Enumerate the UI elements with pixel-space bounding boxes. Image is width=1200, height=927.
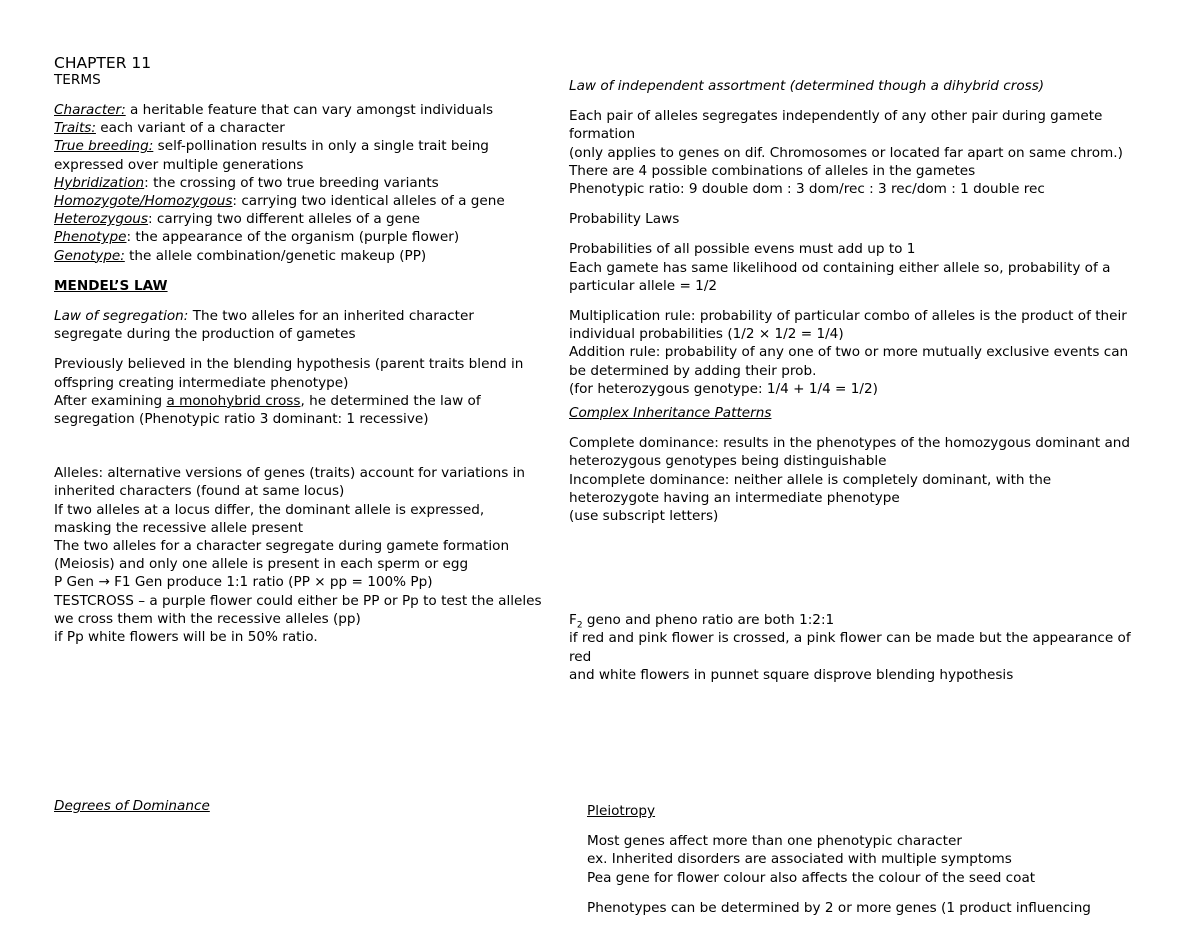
definition-text: : the appearance of the organism (purple flower) bbox=[126, 229, 460, 246]
independent-line: There are 4 possible combinations of alleles in the gametes bbox=[569, 162, 976, 179]
probability-heading: Probability Laws bbox=[569, 211, 680, 228]
complex-line: (use subscript letters) bbox=[569, 508, 719, 525]
definition-homozygous bbox=[54, 192, 544, 210]
definition-phenotype bbox=[54, 228, 544, 246]
definition-term: Traits: bbox=[54, 120, 96, 137]
pleiotropy-line: Pea gene for flower colour also affects the colour of the seed coat bbox=[587, 869, 1036, 886]
definition-term: Character: bbox=[54, 102, 126, 118]
definition-text: : the crossing of two true breeding variants bbox=[144, 174, 439, 191]
f2-text: geno and pheno ratio are both 1:2:1 bbox=[582, 612, 835, 629]
left-column bbox=[54, 54, 544, 646]
definition-text: each variant of a character bbox=[95, 120, 285, 137]
alleles-line: P Gen → F1 Gen produce 1:1 ratio (PP × pp = 100% Pp) bbox=[54, 574, 433, 591]
pleiotropy-line: ex. Inherited disorders are associated with multiple symptoms bbox=[587, 851, 1012, 868]
left-bottom-section bbox=[54, 797, 544, 815]
definition-character bbox=[54, 101, 544, 119]
definition-text: self-pollination results in only a single trait being expressed over multiple generations bbox=[54, 138, 489, 173]
right-column bbox=[569, 77, 1139, 684]
complex-line: Incomplete dominance: neither allele is completely dominant, with the heterozygote having an intermediate phenotype bbox=[569, 471, 1052, 506]
independent-line: Each pair of alleles segregates independently of any other pair during gamete formation bbox=[569, 108, 1103, 143]
definition-text: a heritable feature that can vary amongst individuals bbox=[125, 102, 494, 118]
rule-line: Multiplication rule: probability of particular combo of alleles is the product of their individual probabilities (1/2 × 1/2 = 1/4) bbox=[569, 308, 1127, 343]
monohybrid-cross-text: a monohybrid cross bbox=[166, 392, 301, 409]
alleles-line: Alleles: alternative versions of genes (traits) account for variations in inherited characters (found at same locus) bbox=[54, 465, 526, 500]
f2-line: and white flowers in punnet square disprove blending hypothesis bbox=[569, 666, 1014, 683]
f2-subscript: 2 bbox=[576, 620, 583, 631]
definition-term: Homozygote/Homozygous bbox=[54, 193, 233, 210]
f2-line: if red and pink flower is crossed, a pink flower can be made but the appearance of red bbox=[569, 630, 1131, 665]
definition-term: Genotype: bbox=[54, 247, 125, 264]
degrees-of-dominance-heading: Degrees of Dominance bbox=[54, 798, 210, 814]
definition-list bbox=[54, 101, 544, 265]
definition-hybridization bbox=[54, 174, 544, 192]
definition-term: Heterozygous bbox=[54, 211, 149, 228]
rule-line: (for heterozygous genotype: 1/4 + 1/4 = 1/2) bbox=[569, 380, 878, 397]
phenotypes-line: Phenotypes can be determined by 2 or more genes (1 product influencing bbox=[587, 899, 1091, 916]
definition-text: : carrying two different alleles of a gene bbox=[148, 211, 421, 228]
chapter-title: CHAPTER 11 bbox=[54, 54, 152, 72]
independent-assortment-heading: Law of independent assortment (determined though a dihybrid cross) bbox=[569, 78, 1045, 94]
alleles-section bbox=[54, 464, 544, 646]
alleles-line: if Pp white flowers will be in 50% ratio. bbox=[54, 629, 318, 646]
independent-line: Phenotypic ratio: 9 double dom : 3 dom/rec : 3 rec/dom : 1 double rec bbox=[569, 181, 1045, 198]
alleles-line: The two alleles for a character segregate during gamete formation (Meiosis) and only one allele is present in each sperm or egg bbox=[54, 538, 510, 573]
definition-term: Hybridization bbox=[54, 174, 145, 191]
definition-term: True breeding: bbox=[54, 138, 154, 155]
pleiotropy-heading: Pleiotropy bbox=[587, 803, 656, 819]
definition-heterozygous bbox=[54, 210, 544, 228]
blending-hypothesis: Previously believed in the blending hypothesis (parent traits blend in offspring creating intermediate phenotype) bbox=[54, 356, 524, 391]
alleles-line: If two alleles at a locus differ, the dominant allele is expressed, masking the recessive allele present bbox=[54, 501, 485, 536]
independent-line: (only applies to genes on dif. Chromosomes or located far apart on same chrom.) bbox=[569, 144, 1123, 161]
mendel-heading: MENDEL’S LAW bbox=[54, 277, 168, 294]
complex-line: Complete dominance: results in the phenotypes of the homozygous dominant and heterozygous genotypes being distinguishable bbox=[569, 435, 1131, 470]
definition-traits bbox=[54, 119, 544, 137]
definition-text: : carrying two identical alleles of a gene bbox=[232, 193, 505, 210]
pleiotropy-section bbox=[587, 802, 1147, 917]
complex-inheritance-heading: Complex Inheritance Patterns bbox=[569, 405, 772, 422]
definition-text: the allele combination/genetic makeup (PP) bbox=[124, 247, 427, 264]
monohybrid-paragraph bbox=[54, 392, 544, 428]
f2-prefix: F bbox=[569, 612, 577, 629]
definition-term: Phenotype bbox=[54, 229, 127, 246]
law-of-segregation bbox=[54, 307, 544, 343]
segregation-text: The two alleles for an inherited character segregate during the production of gametes bbox=[54, 308, 474, 343]
alleles-line: TESTCROSS – a purple flower could either be PP or Pp to test the alleles we cross them with the recessive alleles (pp) bbox=[54, 592, 542, 627]
monohybrid-post: , he determined the law of segregation (Phenotypic ratio 3 dominant: 1 recessive) bbox=[54, 392, 481, 428]
probability-line: Each gamete has same likelihood od containing either allele so, probability of a particular allele = 1/2 bbox=[569, 259, 1111, 294]
pleiotropy-line: Most genes affect more than one phenotypic character bbox=[587, 833, 962, 850]
monohybrid-pre: After examining bbox=[54, 392, 167, 409]
definition-true-breeding bbox=[54, 137, 544, 173]
definition-genotype bbox=[54, 247, 544, 265]
probability-line: Probabilities of all possible evens must add up to 1 bbox=[569, 241, 916, 258]
terms-heading: TERMS bbox=[54, 72, 101, 88]
segregation-label: Law of segregation: bbox=[54, 308, 189, 325]
rule-line: Addition rule: probability of any one of two or more mutually exclusive events can be determined by adding their prob. bbox=[569, 344, 1129, 379]
f2-ratio-line bbox=[569, 611, 1139, 629]
